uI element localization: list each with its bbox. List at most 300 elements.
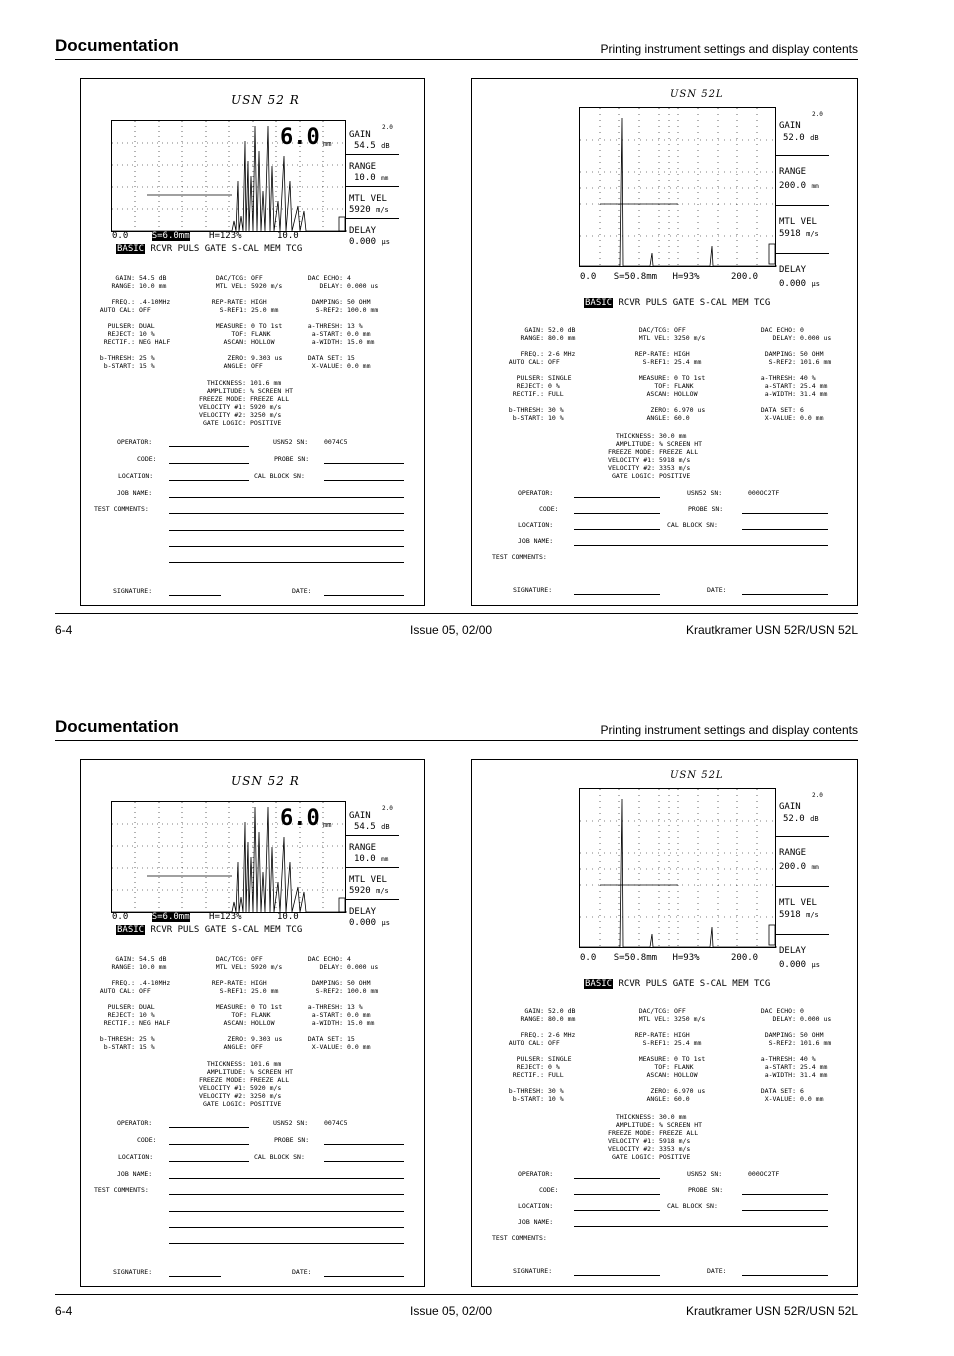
settings-table — [492, 1007, 846, 1103]
axis-soundpath: S=6.0mm — [151, 231, 190, 241]
settings-key: RECTIF.: — [512, 1071, 544, 1079]
settings-value: 9.303 us — [251, 1035, 283, 1043]
sidebar-divider — [346, 154, 399, 155]
settings-row — [89, 354, 387, 362]
settings-row — [89, 362, 387, 370]
cal-block-line — [324, 1161, 404, 1162]
settings-key: REP-RATE: — [211, 979, 247, 987]
settings-value: 15 % — [139, 362, 155, 370]
location-line — [574, 1210, 660, 1211]
settings-key: a-THRESH: — [307, 1003, 343, 1011]
settings-value: % SCREEN HT — [250, 387, 294, 395]
settings-key: AUTO CAL: — [508, 1039, 544, 1047]
settings-key: THICKNESS: — [206, 1060, 246, 1068]
ascan-axis-row — [112, 231, 299, 241]
sn-label: USN52 SN: — [273, 438, 309, 446]
settings-value: 5920 m/s — [250, 1084, 282, 1092]
settings-value: FULL — [548, 390, 564, 398]
parameter-sidebar — [346, 120, 399, 250]
code-label: CODE: — [539, 1186, 559, 1194]
settings-key: VELOCITY #2: — [608, 464, 655, 472]
settings-value: 52.0 dB — [548, 326, 576, 334]
settings-extra — [161, 1060, 320, 1108]
ascan-axis-row — [580, 953, 758, 963]
big-reading: 6.0 — [280, 806, 320, 831]
settings-key: FREEZE MODE: — [608, 448, 655, 456]
settings-key: ASCAN: — [646, 390, 670, 398]
axis-height: H=93% — [672, 953, 700, 963]
settings-key: S-REF2: — [315, 306, 343, 314]
job-name-line — [574, 1226, 828, 1227]
settings-row — [89, 963, 387, 971]
axis-start: 0.0 — [580, 272, 597, 282]
menu-basic: BASIC — [585, 979, 613, 989]
settings-value: OFF — [251, 1043, 263, 1051]
cal-block-label: CAL BLOCK SN: — [254, 472, 305, 480]
settings-row — [562, 472, 729, 480]
usn52r-printout — [80, 759, 425, 1287]
settings-value: OFF — [139, 306, 151, 314]
settings-key: DELAY: — [319, 963, 343, 971]
settings-value: 0 — [800, 1007, 804, 1015]
settings-key: GATE LOGIC: — [611, 472, 655, 480]
settings-row — [89, 322, 387, 330]
location-label: LOCATION: — [518, 521, 554, 529]
settings-key: REP-RATE: — [634, 1031, 670, 1039]
scale-bar — [339, 898, 345, 912]
settings-value: 15 % — [139, 1043, 155, 1051]
axis-end: 200.0 — [730, 272, 759, 282]
range-value: 10.0 — [354, 173, 376, 183]
header-rule — [55, 740, 858, 741]
settings-key: RANGE: — [520, 1015, 544, 1023]
settings-value: 0.0 mm — [347, 362, 371, 370]
gain-label: GAIN — [779, 121, 801, 131]
settings-key: X-VALUE: — [764, 414, 796, 422]
comments-line — [169, 530, 404, 531]
velocity-unit: m/s — [806, 911, 819, 919]
settings-value: 10.0 mm — [139, 963, 167, 971]
settings-value: 4 — [347, 274, 351, 282]
header-subtitle: Printing instrument settings and display contents — [600, 723, 858, 737]
settings-key: DELAY: — [772, 334, 796, 342]
settings-value: 5920 m/s — [251, 963, 283, 971]
settings-key: S-REF1: — [219, 987, 247, 995]
settings-row — [492, 334, 846, 342]
settings-value: % SCREEN HT — [659, 1121, 703, 1129]
ascan-trace — [580, 118, 777, 266]
settings-row — [492, 414, 846, 422]
settings-key: ZERO: — [227, 1035, 247, 1043]
menu-row — [584, 979, 770, 989]
settings-value: OFF — [139, 987, 151, 995]
probe-sn-line — [324, 1144, 404, 1145]
sidebar-divider — [776, 836, 829, 837]
settings-key: a-THRESH: — [760, 1055, 796, 1063]
cal-block-label: CAL BLOCK SN: — [254, 1153, 305, 1161]
settings-key: AUTO CAL: — [99, 306, 135, 314]
comments-line — [169, 1211, 404, 1212]
usn52l-printout — [471, 759, 858, 1287]
settings-row — [562, 464, 729, 472]
menu-items: RCVR PULS GATE S-CAL MEM TCG — [150, 925, 303, 935]
settings-key: AMPLITUDE: — [206, 387, 246, 395]
axis-soundpath: S=50.8mm — [613, 953, 658, 963]
settings-key: PULSER: — [516, 1055, 544, 1063]
settings-value: 0.000 us — [800, 1015, 832, 1023]
settings-row — [492, 1015, 846, 1023]
settings-key: VELOCITY #2: — [199, 1092, 246, 1100]
settings-value: 10 % — [548, 1095, 564, 1103]
settings-key: VELOCITY #2: — [608, 1145, 655, 1153]
settings-row — [161, 419, 320, 427]
settings-key: FREQ.: — [111, 298, 135, 306]
gain-unit: dB — [810, 134, 819, 142]
settings-row — [562, 1113, 729, 1121]
settings-row — [89, 346, 387, 354]
settings-key: AUTO CAL: — [99, 987, 135, 995]
settings-row — [89, 1027, 387, 1035]
settings-row — [562, 1137, 729, 1145]
settings-key: VELOCITY #1: — [608, 456, 655, 464]
gain-value: 54.5 — [354, 141, 376, 151]
settings-key: REJECT: — [516, 1063, 544, 1071]
sidebar-divider — [346, 867, 399, 868]
settings-key: FREQ.: — [111, 979, 135, 987]
comments-line — [169, 562, 404, 563]
probe-sn-line — [742, 1194, 828, 1195]
settings-key: b-THRESH: — [508, 406, 544, 414]
settings-value: 101.6 mm — [250, 379, 282, 387]
settings-key: FREQ.: — [520, 1031, 544, 1039]
code-line — [169, 1144, 249, 1145]
settings-value: 0.0 mm — [800, 414, 824, 422]
location-label: LOCATION: — [118, 1153, 154, 1161]
sidebar-divider — [346, 835, 399, 836]
ascan-screen — [111, 120, 346, 232]
job-name-line — [169, 497, 404, 498]
settings-value: 52.0 dB — [548, 1007, 576, 1015]
date-line — [324, 1276, 404, 1277]
velocity-value: 5920 — [349, 886, 371, 896]
settings-key: S-REF2: — [768, 1039, 796, 1047]
date-label: DATE: — [292, 587, 312, 595]
settings-value: FULL — [548, 1071, 564, 1079]
usn52l-printout — [471, 78, 858, 606]
scale-bar — [769, 925, 775, 945]
settings-value: 10.0 mm — [139, 282, 167, 290]
settings-value: NEG HALF — [139, 338, 171, 346]
settings-value: 9.303 us — [251, 354, 283, 362]
job-name-label: JOB NAME: — [518, 1218, 554, 1226]
scale-mark: 2.0 — [382, 124, 393, 131]
settings-value: 40 % — [800, 374, 816, 382]
settings-row — [562, 440, 729, 448]
settings-key: VELOCITY #1: — [608, 1137, 655, 1145]
ascan-grid — [580, 789, 777, 949]
settings-row — [89, 282, 387, 290]
settings-value: 0.000 us — [800, 334, 832, 342]
settings-value: 40 % — [800, 1055, 816, 1063]
settings-value: 31.4 mm — [800, 1071, 828, 1079]
settings-value: 25.0 mm — [251, 987, 279, 995]
ascan-trace — [580, 799, 777, 947]
settings-key: ANGLE: — [223, 362, 247, 370]
axis-end: 200.0 — [730, 953, 759, 963]
sidebar-divider — [776, 253, 829, 254]
settings-value: 3353 m/s — [659, 464, 691, 472]
settings-value: 10 % — [139, 1011, 155, 1019]
settings-row — [89, 306, 387, 314]
cal-block-line — [742, 529, 828, 530]
settings-value: HIGH — [674, 1031, 690, 1039]
probe-sn-label: PROBE SN: — [688, 1186, 724, 1194]
settings-extra — [562, 432, 729, 480]
menu-basic: BASIC — [117, 925, 145, 935]
settings-table — [89, 274, 387, 370]
settings-row — [89, 1003, 387, 1011]
footer-issue: Issue 05, 02/00 — [410, 623, 493, 637]
ascan-plot — [580, 108, 777, 268]
range-value: 200.0 — [779, 862, 807, 872]
settings-key: MTL VEL: — [638, 1015, 670, 1023]
job-name-line — [169, 1178, 404, 1179]
settings-key: a-START: — [311, 330, 343, 338]
settings-row — [492, 342, 846, 350]
settings-row — [89, 298, 387, 306]
settings-value: 10 % — [139, 330, 155, 338]
settings-value: 6.970 us — [674, 406, 706, 414]
settings-row — [492, 398, 846, 406]
range-unit: mm — [811, 864, 819, 871]
settings-key: REP-RATE: — [211, 298, 247, 306]
settings-row — [492, 1007, 846, 1015]
axis-height: H=123% — [209, 912, 242, 922]
settings-key: a-START: — [311, 1011, 343, 1019]
settings-key: AMPLITUDE: — [615, 440, 655, 448]
settings-key: DAMPING: — [311, 298, 343, 306]
settings-value: 3353 m/s — [659, 1145, 691, 1153]
settings-value: OFF — [674, 1007, 686, 1015]
settings-key: REJECT: — [107, 1011, 135, 1019]
settings-key: ASCAN: — [646, 1071, 670, 1079]
axis-soundpath: S=6.0mm — [151, 912, 190, 922]
delay-value: 0.000 — [779, 960, 807, 970]
settings-key: DELAY: — [319, 282, 343, 290]
probe-sn-label: PROBE SN: — [274, 1136, 310, 1144]
settings-key: RANGE: — [111, 963, 135, 971]
location-label: LOCATION: — [118, 472, 154, 480]
settings-row — [89, 1043, 387, 1051]
settings-row — [161, 1068, 320, 1076]
scale-bar — [769, 244, 775, 264]
axis-height: H=93% — [672, 272, 700, 282]
settings-value: SINGLE — [548, 374, 572, 382]
ascan-screen — [579, 788, 776, 948]
comments-line — [169, 1194, 404, 1195]
settings-value: 3250 m/s — [250, 411, 282, 419]
sn-value: 000OC2TF — [748, 1170, 780, 1178]
date-line — [742, 594, 828, 595]
settings-key: FREEZE MODE: — [608, 1129, 655, 1137]
settings-value: 0.000 us — [347, 963, 379, 971]
settings-row — [562, 1129, 729, 1137]
settings-value: 3250 m/s — [674, 1015, 706, 1023]
settings-value: OFF — [251, 274, 263, 282]
settings-row — [492, 326, 846, 334]
signature-label: SIGNATURE: — [113, 1268, 153, 1276]
settings-value: 31.4 mm — [800, 390, 828, 398]
velocity-label: MTL VEL — [349, 875, 387, 885]
settings-row — [89, 330, 387, 338]
settings-key: ZERO: — [650, 1087, 670, 1095]
settings-value: OFF — [251, 955, 263, 963]
settings-key: REJECT: — [107, 330, 135, 338]
gain-label: GAIN — [349, 130, 371, 140]
gain-unit: dB — [381, 142, 390, 150]
operator-label: OPERATOR: — [117, 438, 153, 446]
settings-value: 0 — [800, 326, 804, 334]
range-label: RANGE — [349, 162, 377, 172]
settings-value: NEG HALF — [139, 1019, 171, 1027]
settings-value: 0.000 us — [347, 282, 379, 290]
settings-key: VELOCITY #2: — [199, 411, 246, 419]
settings-row — [562, 432, 729, 440]
velocity-unit: m/s — [806, 230, 819, 238]
date-label: DATE: — [707, 1267, 727, 1275]
settings-row — [562, 1145, 729, 1153]
menu-basic: BASIC — [117, 244, 145, 254]
scale-mark: 2.0 — [812, 111, 823, 118]
operator-line — [169, 446, 249, 447]
settings-value: 101.6 mm — [250, 1060, 282, 1068]
settings-value: 100.0 mm — [347, 987, 379, 995]
settings-value: % SCREEN HT — [250, 1068, 294, 1076]
code-label: CODE: — [137, 1136, 157, 1144]
settings-value: 13 % — [347, 1003, 363, 1011]
operator-label: OPERATOR: — [518, 1170, 554, 1178]
job-name-label: JOB NAME: — [518, 537, 554, 545]
settings-key: RECTIF.: — [103, 338, 135, 346]
settings-key: DAC ECHO: — [760, 326, 796, 334]
settings-value: 13 % — [347, 322, 363, 330]
velocity-value: 5918 — [779, 910, 801, 920]
settings-row — [562, 448, 729, 456]
footer-product: Krautkramer USN 52R/USN 52L — [685, 1304, 858, 1318]
header-subtitle: Printing instrument settings and display contents — [600, 42, 858, 56]
settings-key: AMPLITUDE: — [206, 1068, 246, 1076]
settings-key: FREEZE MODE: — [199, 395, 246, 403]
signature-line — [574, 594, 660, 595]
settings-row — [492, 406, 846, 414]
settings-row — [89, 1019, 387, 1027]
settings-row — [492, 1055, 846, 1063]
settings-row — [89, 987, 387, 995]
settings-value: 80.0 mm — [548, 334, 576, 342]
ascan-axis-row — [112, 912, 299, 922]
settings-value: FREEZE ALL — [250, 1076, 290, 1084]
operator-line — [574, 497, 660, 498]
settings-value: 2-6 MHz — [548, 350, 576, 358]
date-line — [742, 1275, 828, 1276]
settings-key: S-REF1: — [219, 306, 247, 314]
sidebar-divider — [776, 205, 829, 206]
settings-value: 10 % — [548, 414, 564, 422]
probe-sn-line — [324, 463, 404, 464]
settings-value: POSITIVE — [250, 1100, 282, 1108]
ascan-screen — [579, 107, 776, 267]
operator-label: OPERATOR: — [518, 489, 554, 497]
settings-value: OFF — [251, 362, 263, 370]
settings-value: 5918 m/s — [659, 456, 691, 464]
settings-row — [492, 1063, 846, 1071]
settings-extra — [161, 379, 320, 427]
settings-value: FREEZE ALL — [659, 448, 699, 456]
delay-unit: µs — [811, 280, 820, 288]
settings-row — [89, 314, 387, 322]
sidebar-divider — [776, 155, 829, 156]
settings-value: 25.4 mm — [674, 1039, 702, 1047]
settings-key: TOF: — [654, 1063, 670, 1071]
settings-value: 100.0 mm — [347, 306, 379, 314]
operator-label: OPERATOR: — [117, 1119, 153, 1127]
settings-value: OFF — [548, 358, 560, 366]
settings-value: 60.0 — [674, 1095, 690, 1103]
settings-key: DAC/TCG: — [638, 326, 670, 334]
settings-value: HOLLOW — [674, 1071, 698, 1079]
settings-value: POSITIVE — [659, 472, 691, 480]
settings-value: 2-6 MHz — [548, 1031, 576, 1039]
signature-line — [169, 595, 221, 596]
settings-row — [161, 403, 320, 411]
settings-value: 25.4 mm — [800, 382, 828, 390]
settings-value: OFF — [674, 326, 686, 334]
delay-label: DELAY — [779, 265, 807, 275]
settings-row — [89, 1011, 387, 1019]
settings-key: TOF: — [231, 1011, 247, 1019]
ascan-screen — [111, 801, 346, 913]
settings-key: MEASURE: — [638, 374, 670, 382]
settings-value: 0 TO 1st — [674, 1055, 706, 1063]
code-line — [574, 1194, 660, 1195]
settings-value: 54.5 dB — [139, 274, 167, 282]
delay-label: DELAY — [779, 946, 807, 956]
sn-value: 000OC2TF — [748, 489, 780, 497]
settings-key: S-REF1: — [642, 1039, 670, 1047]
comments-label: TEST COMMENTS: — [94, 505, 149, 513]
comments-label: TEST COMMENTS: — [492, 1234, 547, 1242]
settings-value: 30 % — [548, 1087, 564, 1095]
comments-label: TEST COMMENTS: — [492, 553, 547, 561]
document-page — [0, 0, 954, 675]
sn-label: USN52 SN: — [687, 489, 723, 497]
delay-value: 0.000 — [349, 237, 377, 247]
date-line — [324, 595, 404, 596]
settings-value: 15 — [347, 1035, 355, 1043]
sn-value: 0074C5 — [324, 1119, 348, 1127]
location-line — [169, 1161, 249, 1162]
settings-value: 25 % — [139, 1035, 155, 1043]
delay-unit: µs — [811, 961, 820, 969]
footer-page-number: 6-4 — [55, 1304, 73, 1318]
velocity-label: MTL VEL — [779, 217, 817, 227]
header-rule — [55, 59, 858, 60]
settings-key: TOF: — [654, 382, 670, 390]
code-line — [169, 463, 249, 464]
axis-start: 0.0 — [112, 231, 129, 241]
settings-key: MTL VEL: — [215, 282, 247, 290]
settings-key: RECTIF.: — [103, 1019, 135, 1027]
